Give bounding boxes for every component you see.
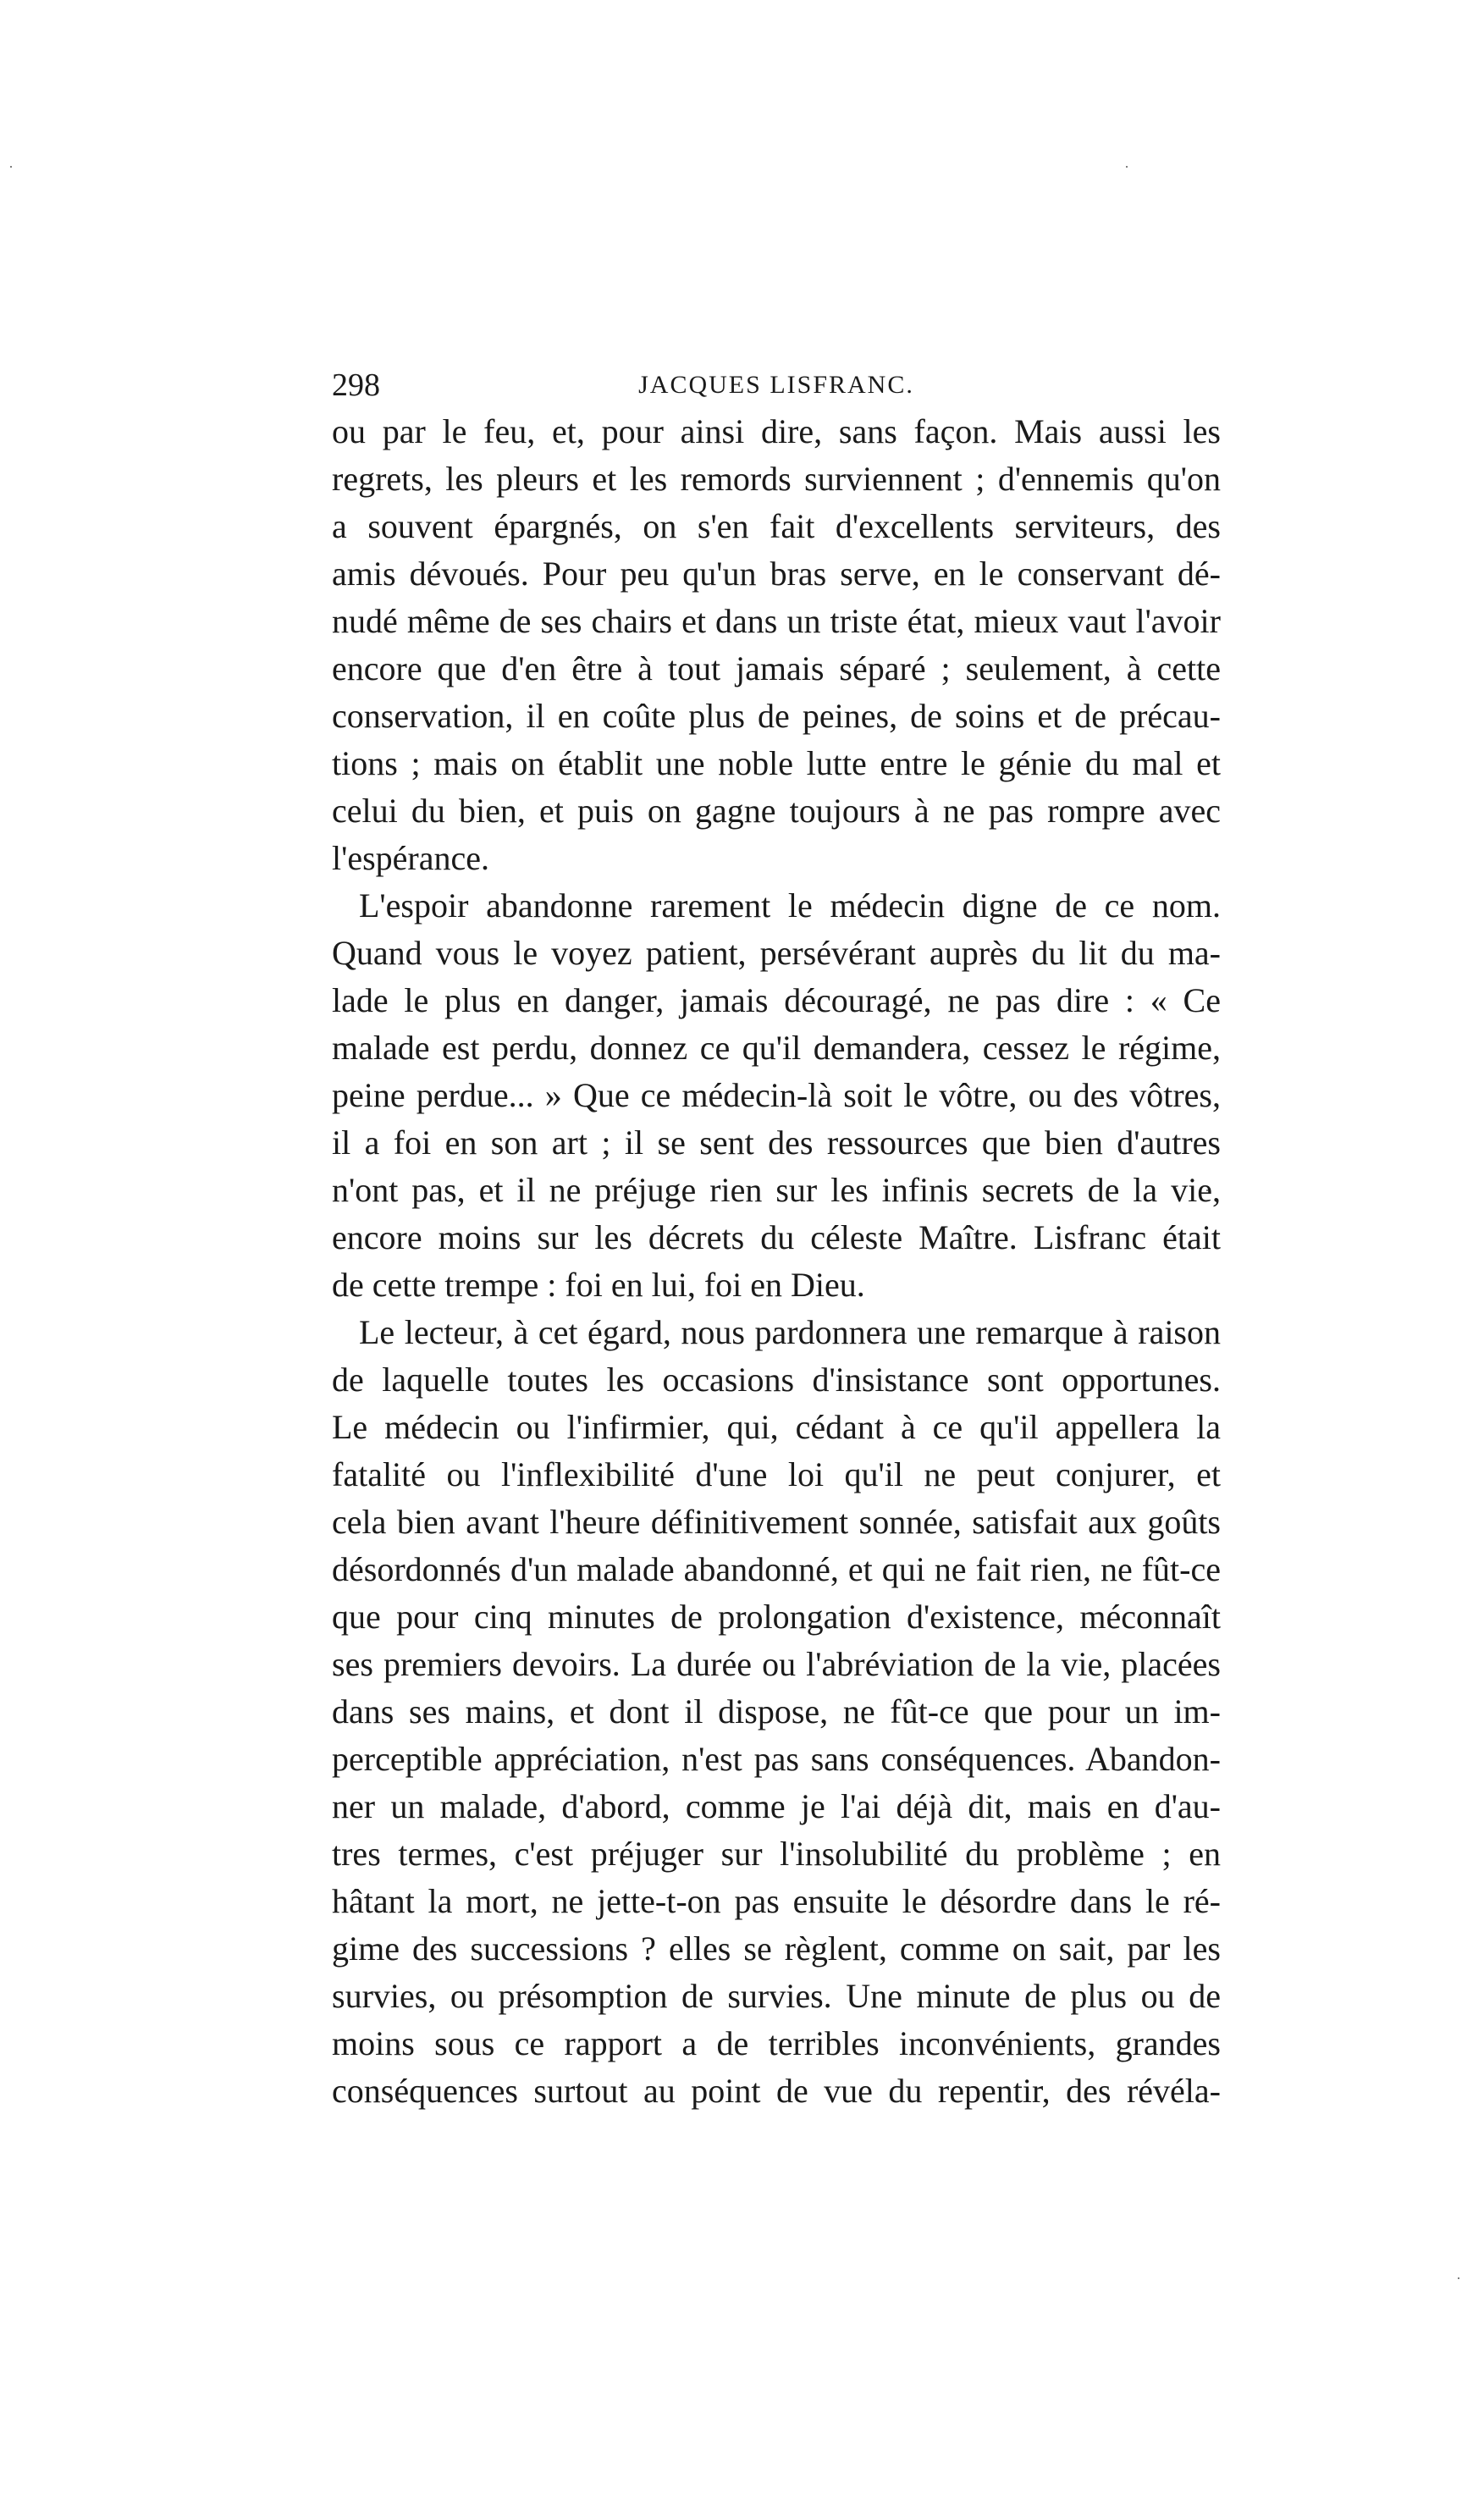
text-line: ner un malade, d'abord, comme je l'ai déjà dit, mais en d'au- bbox=[332, 1787, 1221, 1825]
text-line: perceptible appréciation, n'est pas sans conséquences. Abandon- bbox=[332, 1740, 1221, 1778]
text-line: Quand vous le voyez patient, persévérant auprès du lit du ma- bbox=[332, 934, 1221, 972]
text-line: n'ont pas, et il ne préjuge rien sur les infinis secrets de la vie, bbox=[332, 1171, 1221, 1209]
page-header bbox=[332, 364, 1221, 406]
paper-speck bbox=[1126, 166, 1128, 168]
text-line: survies, ou présomption de survies. Une minute de plus ou de bbox=[332, 1977, 1221, 2015]
text-line: malade est perdu, donnez ce qu'il demandera, cessez le régime, bbox=[332, 1029, 1221, 1067]
text-line: Le lecteur, à cet égard, nous pardonnera une remarque à raison bbox=[359, 1313, 1221, 1351]
text-line: ou par le feu, et, pour ainsi dire, sans façon. Mais aussi les bbox=[332, 412, 1221, 450]
text-line: hâtant la mort, ne jette-t-on pas ensuite le désordre dans le ré- bbox=[332, 1882, 1221, 1920]
text-line: regrets, les pleurs et les remords surviennent ; d'ennemis qu'on bbox=[332, 460, 1221, 498]
text-line: L'espoir abandonne rarement le médecin digne de ce nom. bbox=[359, 886, 1221, 925]
text-line: l'espérance. bbox=[332, 839, 489, 877]
text-line: que pour cinq minutes de prolongation d'existence, méconnaît bbox=[332, 1598, 1221, 1636]
text-line: dans ses mains, et dont il dispose, ne fût-ce que pour un im- bbox=[332, 1692, 1221, 1730]
text-line: conséquences surtout au point de vue du repentir, des révéla- bbox=[332, 2072, 1221, 2110]
text-line: ses premiers devoirs. La durée ou l'abréviation de la vie, placées bbox=[332, 1645, 1221, 1683]
paper-speck bbox=[10, 166, 12, 168]
running-head: JACQUES LISFRANC. bbox=[638, 371, 914, 399]
text-line: désordonnés d'un malade abandonné, et qui ne fait rien, ne fût-ce bbox=[332, 1550, 1221, 1588]
text-line: peine perdue... » Que ce médecin-là soit le vôtre, ou des vôtres, bbox=[332, 1076, 1221, 1114]
text-line: tions ; mais on établit une noble lutte entre le génie du mal et bbox=[332, 744, 1221, 782]
text-line: cela bien avant l'heure définitivement sonnée, satisfait aux goûts bbox=[332, 1503, 1221, 1541]
text-line: lade le plus en danger, jamais découragé, ne pas dire : « Ce bbox=[332, 981, 1221, 1019]
text-line: tres termes, c'est préjuger sur l'insolubilité du problème ; en bbox=[332, 1835, 1221, 1873]
text-line: gime des successions ? elles se règlent, comme on sait, par les bbox=[332, 1929, 1221, 1968]
text-line: conservation, il en coûte plus de peines, de soins et de précau- bbox=[332, 697, 1221, 735]
text-line: moins sous ce rapport a de terribles inconvénients, grandes bbox=[332, 2024, 1221, 2062]
text-line: nudé même de ses chairs et dans un triste état, mieux vaut l'avoir bbox=[332, 602, 1221, 640]
text-line: il a foi en son art ; il se sent des ressources que bien d'autres bbox=[332, 1123, 1221, 1162]
text-line: de cette trempe : foi en lui, foi en Dieu. bbox=[332, 1266, 865, 1304]
body-text bbox=[332, 408, 1221, 2115]
text-line: encore moins sur les décrets du céleste Maître. Lisfranc était bbox=[332, 1218, 1221, 1256]
text-line: a souvent épargnés, on s'en fait d'excellents serviteurs, des bbox=[332, 507, 1221, 545]
paper-speck bbox=[1458, 2277, 1459, 2279]
text-line: encore que d'en être à tout jamais séparé ; seulement, à cette bbox=[332, 649, 1221, 687]
text-line: celui du bien, et puis on gagne toujours à ne pas rompre avec bbox=[332, 792, 1221, 830]
text-line: Le médecin ou l'infirmier, qui, cédant à ce qu'il appellera la bbox=[332, 1408, 1221, 1446]
text-line: amis dévoués. Pour peu qu'un bras serve, en le conservant dé- bbox=[332, 555, 1221, 593]
page-number: 298 bbox=[332, 367, 380, 403]
text-line: fatalité ou l'inflexibilité d'une loi qu'il ne peut conjurer, et bbox=[332, 1455, 1221, 1493]
text-line: de laquelle toutes les occasions d'insistance sont opportunes. bbox=[332, 1361, 1221, 1399]
